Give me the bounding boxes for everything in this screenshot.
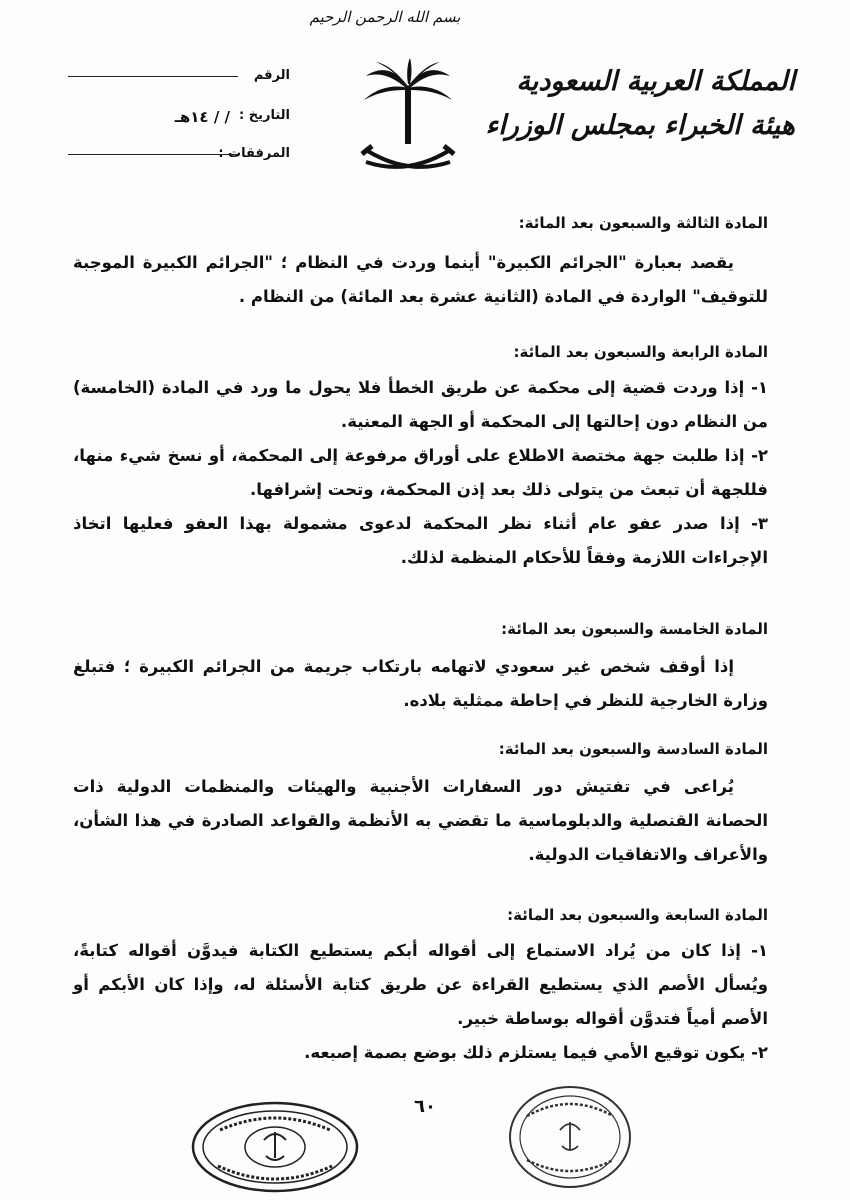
article-item <box>73 1036 768 1070</box>
item-number: ١- <box>751 941 768 960</box>
article-173 <box>73 214 768 314</box>
date-value: / / ١٤هـ <box>174 108 230 126</box>
agency-name: هيئة الخبراء بمجلس الوزراء <box>485 110 795 141</box>
ref-field <box>40 68 290 90</box>
item-number: ١- <box>751 378 768 397</box>
ref-label: الرقم <box>253 68 290 83</box>
article-heading: المادة السادسة والسبعون بعد المائة: <box>498 740 768 758</box>
article-heading: المادة الرابعة والسبعون بعد المائة: <box>513 343 768 361</box>
basmala: بسم الله الرحمن الرحيم <box>309 8 461 26</box>
item-text: يكون توقيع الأمي فيما يستلزم ذلك بوضع بصمة إصبعه. <box>304 1043 746 1062</box>
item-number: ٣- <box>751 514 768 533</box>
attachments-line <box>68 154 238 155</box>
article-paragraph: يقصد بعبارة "الجرائم الكبيرة" أينما وردت في النظام ؛ "الجرائم الكبيرة الموجبة للتوقيف" الواردة في المادة (الثانية عشرة بعد المائة) من النظام . <box>73 253 768 306</box>
article-174 <box>73 343 768 575</box>
official-stamp-left <box>190 1100 360 1195</box>
article-175 <box>73 620 768 718</box>
article-heading: المادة الثالثة والسبعون بعد المائة: <box>518 214 768 232</box>
ref-line <box>68 76 238 77</box>
article-item <box>73 439 768 507</box>
article-176 <box>73 740 768 872</box>
article-177 <box>73 906 768 1070</box>
page-number: ٦٠ <box>414 1096 436 1117</box>
item-number: ٢- <box>751 446 768 465</box>
date-label: التاريخ : <box>239 108 290 123</box>
article-paragraph: يُراعى في تفتيش دور السفارات الأجنبية والهيئات والمنظمات الدولية ذات الحصانة القنصلية والدبلوماسية ما تقضي به الأنظمة والقواعد الصادرة في هذا الشأن، والأعراف والاتفاقيات الدولية. <box>73 777 768 864</box>
attachments-field <box>40 146 290 168</box>
article-heading: المادة الخامسة والسبعون بعد المائة: <box>501 620 768 638</box>
kingdom-name: المملكة العربية السعودية <box>516 66 795 97</box>
saudi-emblem-icon <box>358 58 458 188</box>
attachments-label: المرفقات : <box>218 146 290 161</box>
item-text: إذا وردت قضية إلى محكمة عن طريق الخطأ فلا يحول ما ورد في المادة (الخامسة) من النظام دون إحالتها إلى المحكمة أو الجهة المعنية. <box>73 378 768 431</box>
item-text: إذا صدر عفو عام أثناء نظر المحكمة لدعوى مشمولة بهذا العفو فعليها اتخاذ الإجراءات اللازمة وفقاً للأحكام المنظمة لذلك. <box>73 514 768 567</box>
official-stamp-right <box>505 1082 635 1192</box>
article-item <box>73 371 768 439</box>
article-item <box>73 507 768 575</box>
letterhead <box>465 60 795 148</box>
date-field <box>40 108 290 130</box>
article-item <box>73 934 768 1036</box>
item-number: ٢- <box>751 1043 768 1062</box>
item-text: إذا طلبت جهة مختصة الاطلاع على أوراق مرفوعة إلى المحكمة، أو نسخ شيء منها، فللجهة أن تبعث من يتولى ذلك بعد إذن المحكمة، وتحت إشرافها. <box>73 446 768 499</box>
article-heading: المادة السابعة والسبعون بعد المائة: <box>507 906 768 924</box>
item-text: إذا كان من يُراد الاستماع إلى أقواله أبكم يستطيع الكتابة فيدوَّن أقواله كتابةً، ويُسأل الأصم الذي يستطيع القراءة عن طريق كتابة الأسئلة له، وإذا كان الأبكم أو الأصم أمياً فتدوَّن أقواله بوساطة خبير. <box>73 941 768 1028</box>
article-paragraph: إذا أوقف شخص غير سعودي لاتهامه بارتكاب جريمة من الجرائم الكبيرة ؛ فتبلغ وزارة الخارجية للنظر في إحاطة ممثلية بلاده. <box>73 657 768 710</box>
